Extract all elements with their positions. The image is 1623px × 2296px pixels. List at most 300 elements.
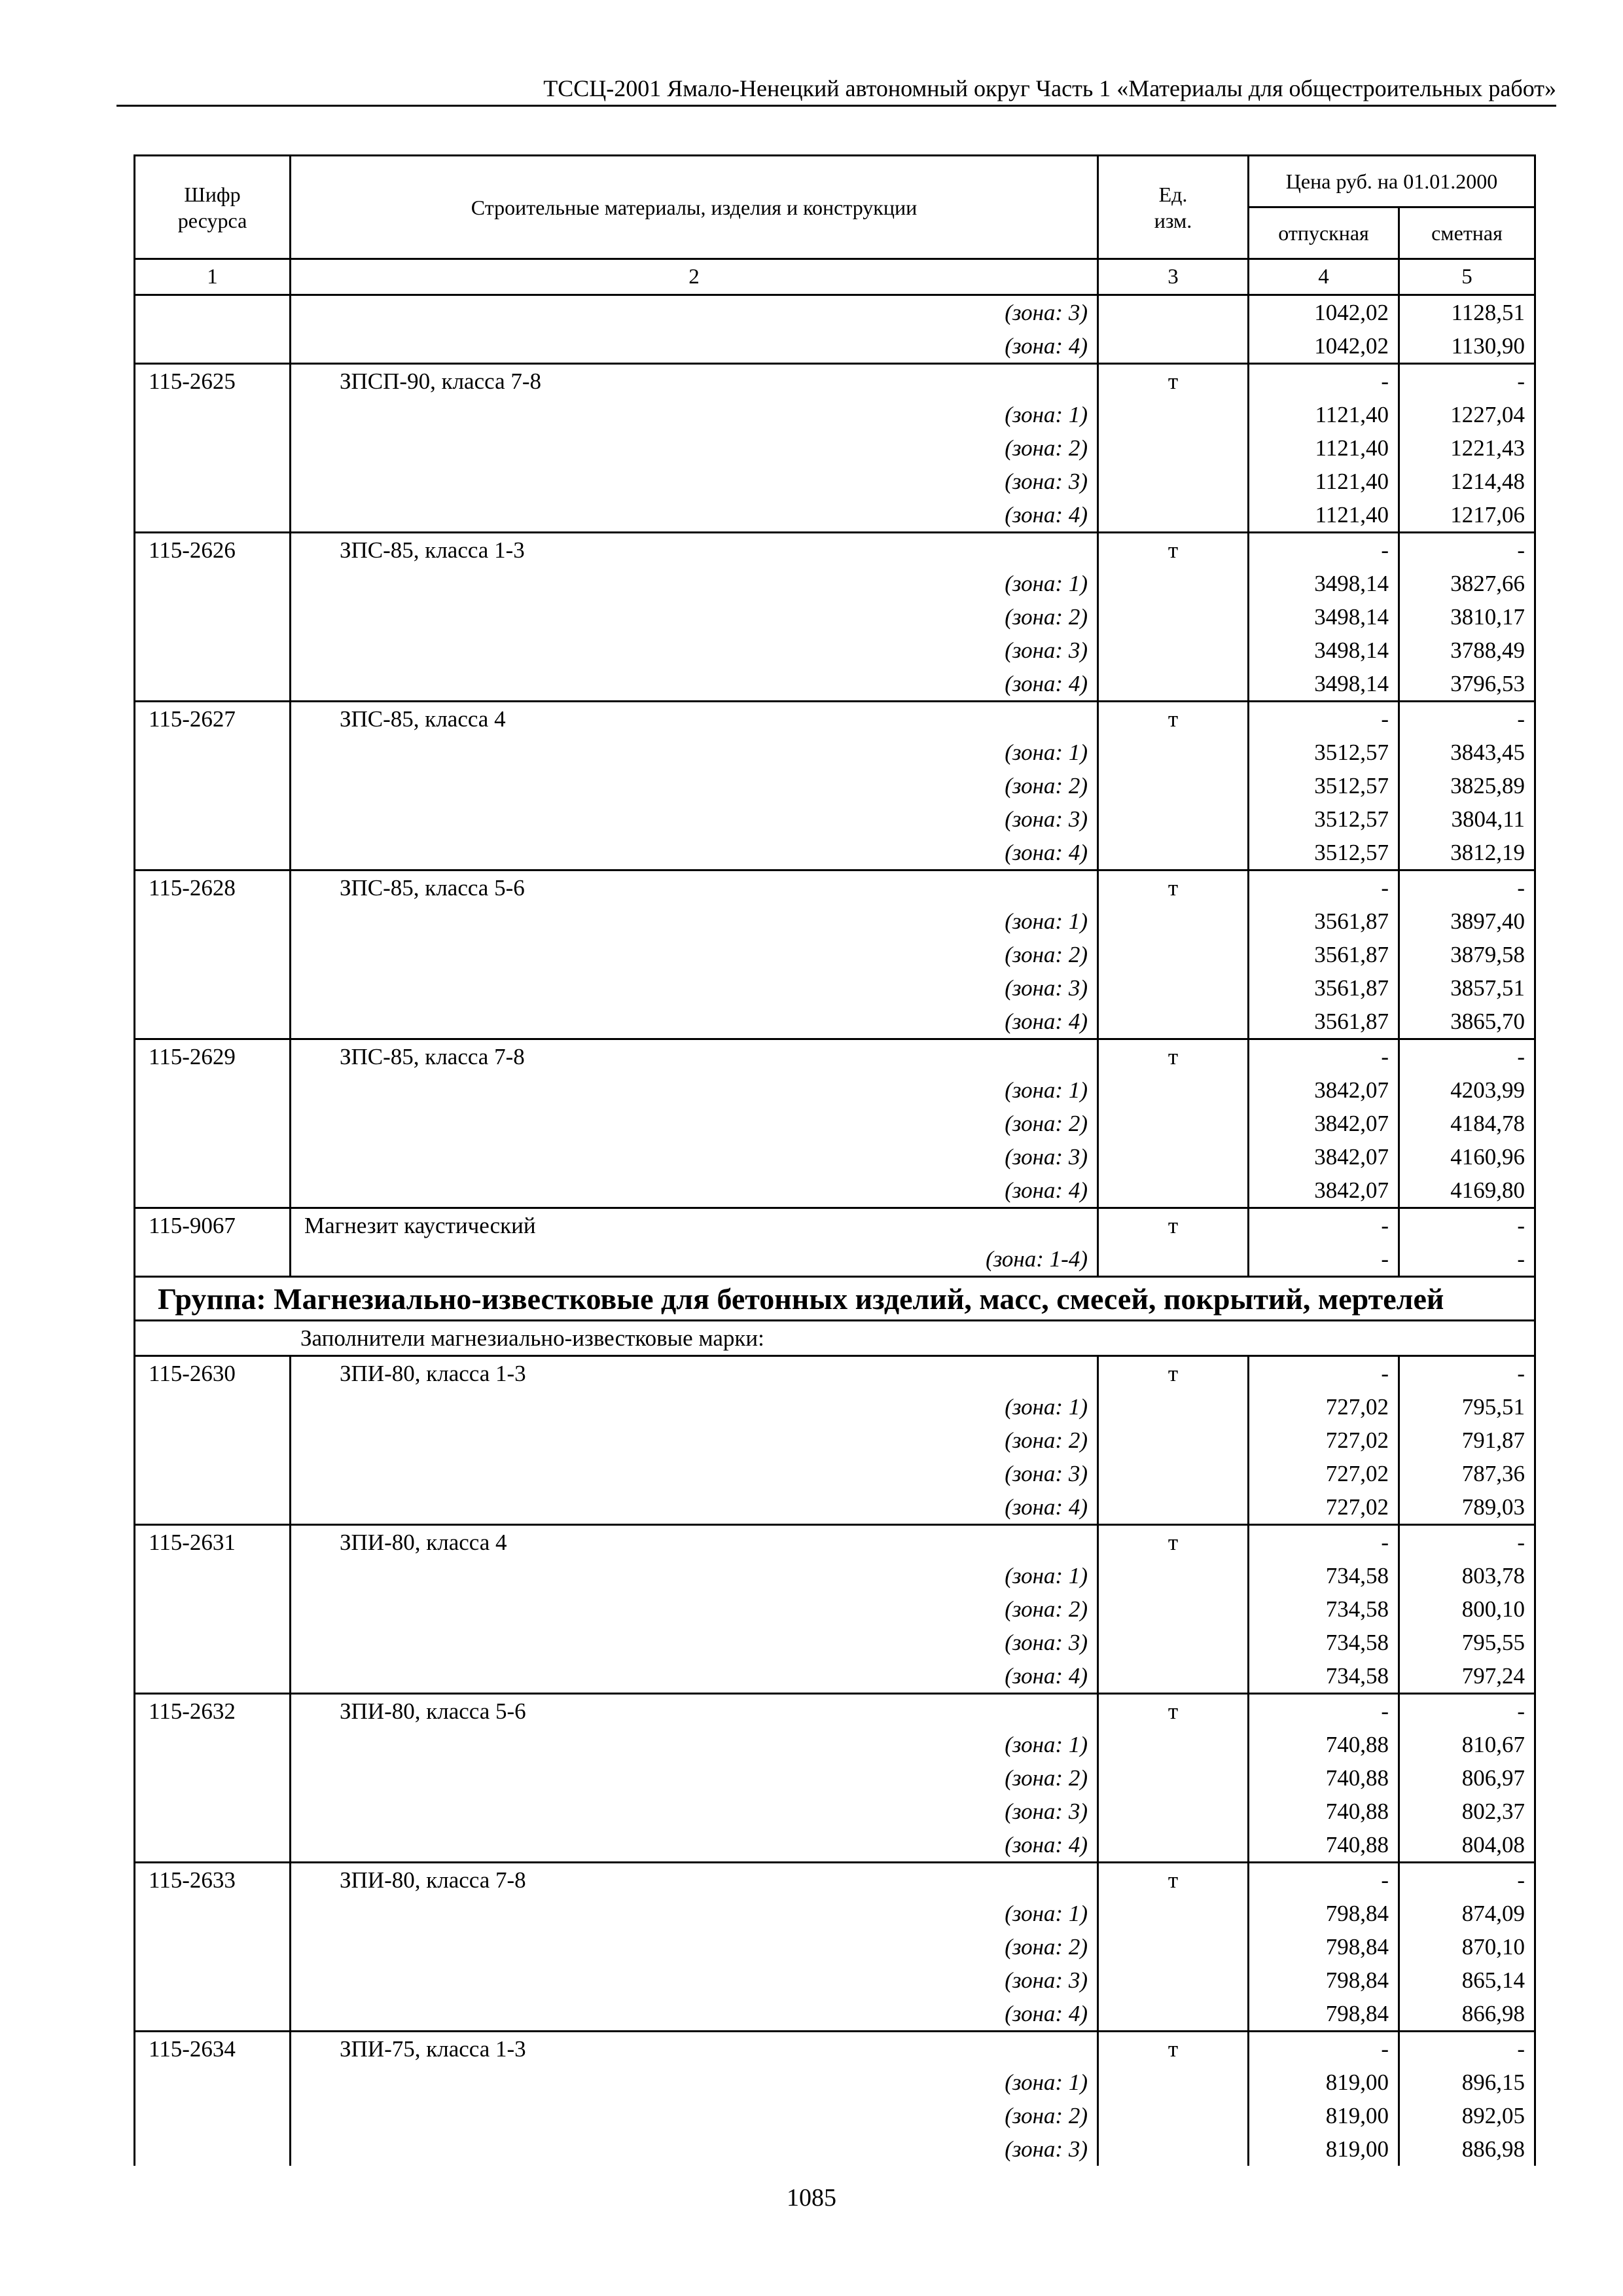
release-price: 3498,14 [1249,634,1399,667]
release-price: 3561,87 [1249,905,1399,938]
unit-empty [1098,2099,1249,2132]
resource-row [135,1863,1535,1897]
resource-name: ЗПС-85, класса 7-8 [291,1039,1098,1074]
estimate-price: 870,10 [1399,1930,1535,1964]
running-header: ТССЦ-2001 Ямало-Ненецкий автономный округ Часть 1 «Материалы для общестроительных работ» [543,75,1556,101]
unit-empty [1098,938,1249,971]
header-name: Строительные материалы, изделия и конструкции [291,156,1098,259]
release-price: 727,02 [1249,1490,1399,1525]
resource-code-empty [135,2099,291,2132]
resource-code-empty [135,1626,291,1659]
resource-name: ЗПСП-90, класса 7-8 [291,364,1098,399]
estimate-price: 3879,58 [1399,938,1535,971]
release-price: 3842,07 [1249,1073,1399,1107]
resource-name: ЗПС-85, класса 4 [291,702,1098,736]
header-unit [1098,156,1249,259]
unit-empty [1098,1559,1249,1592]
estimate-price: 795,51 [1399,1390,1535,1424]
zone-label: (зона: 2) [291,938,1098,971]
resource-code-empty [135,1457,291,1490]
unit-empty [1098,971,1249,1005]
release-price: - [1249,2032,1399,2066]
unit-of-measure: т [1098,1694,1249,1729]
release-price: 3842,07 [1249,1107,1399,1140]
resource-code-empty [135,1997,291,2032]
estimate-price: 886,98 [1399,2132,1535,2166]
zone-row [135,498,1535,533]
release-price: 727,02 [1249,1424,1399,1457]
zone-label: (зона: 1) [291,1897,1098,1930]
unit-of-measure: т [1098,533,1249,567]
resource-name: ЗПИ-80, класса 5-6 [291,1694,1098,1729]
release-price: 740,88 [1249,1828,1399,1863]
estimate-price: 3812,19 [1399,836,1535,870]
release-price: 798,84 [1249,1930,1399,1964]
zone-label: (зона: 1) [291,1559,1098,1592]
resource-name: ЗПИ-80, класса 1-3 [291,1356,1098,1391]
zone-row [135,736,1535,769]
estimate-price: 791,87 [1399,1424,1535,1457]
zone-label: (зона: 3) [291,1140,1098,1174]
zone-label: (зона: 4) [291,1997,1098,2032]
zone-label: (зона: 4) [291,498,1098,533]
estimate-price: 1214,48 [1399,465,1535,498]
column-number: 5 [1399,259,1535,295]
zone-row [135,1457,1535,1490]
zone-label: (зона: 1-4) [291,1242,1098,1277]
zone-label: (зона: 4) [291,1490,1098,1525]
zone-label: (зона: 1) [291,736,1098,769]
estimate-price: 3796,53 [1399,667,1535,702]
estimate-price: 1130,90 [1399,329,1535,364]
release-price: 798,84 [1249,1997,1399,2032]
estimate-price: 4184,78 [1399,1107,1535,1140]
release-price: 819,00 [1249,2132,1399,2166]
resource-code-empty [135,1592,291,1626]
zone-label: (зона: 4) [291,1828,1098,1863]
estimate-price: 3897,40 [1399,905,1535,938]
estimate-price: 3865,70 [1399,1005,1535,1039]
unit-of-measure: т [1098,364,1249,399]
zone-label: (зона: 3) [291,2132,1098,2166]
estimate-price: 802,37 [1399,1795,1535,1828]
unit-empty [1098,1242,1249,1277]
resource-code-empty [135,1242,291,1277]
zone-label: (зона: 2) [291,1761,1098,1795]
estimate-price: - [1399,870,1535,905]
zone-label: (зона: 1) [291,2066,1098,2099]
estimate-price: 3843,45 [1399,736,1535,769]
resource-code: 115-2627 [135,702,291,736]
resource-code-empty [135,1930,291,1964]
zone-row [135,1728,1535,1761]
estimate-price: 3810,17 [1399,600,1535,634]
unit-empty [1098,1897,1249,1930]
zone-row [135,905,1535,938]
release-price: - [1249,702,1399,736]
estimate-price: 804,08 [1399,1828,1535,1863]
zone-row [135,667,1535,702]
zone-label: (зона: 2) [291,2099,1098,2132]
zone-label: (зона: 4) [291,836,1098,870]
zone-row [135,1659,1535,1694]
release-price: 734,58 [1249,1559,1399,1592]
estimate-price: 874,09 [1399,1897,1535,1930]
estimate-price: 3827,66 [1399,567,1535,600]
resource-code: 115-2632 [135,1694,291,1729]
zone-row [135,1626,1535,1659]
zone-label: (зона: 2) [291,1107,1098,1140]
zone-row [135,295,1535,330]
resource-code-empty [135,634,291,667]
unit-empty [1098,1424,1249,1457]
zone-row [135,398,1535,431]
zone-label: (зона: 3) [291,295,1098,330]
zone-label: (зона: 3) [291,1626,1098,1659]
unit-empty [1098,1592,1249,1626]
zone-label: (зона: 1) [291,905,1098,938]
estimate-price: 896,15 [1399,2066,1535,2099]
resource-row [135,1525,1535,1560]
release-price: - [1249,1863,1399,1897]
estimate-price: 865,14 [1399,1964,1535,1997]
unit-empty [1098,295,1249,330]
zone-row [135,1559,1535,1592]
release-price: 798,84 [1249,1897,1399,1930]
zone-label: (зона: 3) [291,1795,1098,1828]
zone-label: (зона: 4) [291,1174,1098,1208]
header-code-line2: ресурса [177,208,247,232]
estimate-price: - [1399,1242,1535,1277]
header-price-group: Цена руб. на 01.01.2000 [1249,156,1535,207]
unit-empty [1098,1930,1249,1964]
release-price: 740,88 [1249,1761,1399,1795]
resource-row [135,1694,1535,1729]
unit-of-measure: т [1098,1525,1249,1560]
estimate-price: 3857,51 [1399,971,1535,1005]
zone-row [135,1828,1535,1863]
page-number: 1085 [787,2184,836,2212]
unit-empty [1098,2132,1249,2166]
estimate-price: 795,55 [1399,1626,1535,1659]
header-code-line1: Шифр [184,182,241,206]
release-price: 3512,57 [1249,802,1399,836]
estimate-price: 3804,11 [1399,802,1535,836]
resource-code-empty [135,498,291,533]
estimate-price: 892,05 [1399,2099,1535,2132]
estimate-price: - [1399,1525,1535,1560]
header-release-price: отпускная [1249,207,1399,259]
unit-of-measure: т [1098,1208,1249,1243]
zone-row [135,938,1535,971]
zone-label: (зона: 3) [291,802,1098,836]
zone-label: (зона: 3) [291,1964,1098,1997]
release-price: - [1249,1039,1399,1074]
zone-label: (зона: 4) [291,1659,1098,1694]
estimate-price: 4160,96 [1399,1140,1535,1174]
unit-empty [1098,398,1249,431]
unit-empty [1098,769,1249,802]
resource-code-empty [135,1659,291,1694]
unit-empty [1098,567,1249,600]
release-price: 3842,07 [1249,1174,1399,1208]
zone-row [135,600,1535,634]
zone-row [135,802,1535,836]
resource-code-empty [135,905,291,938]
resource-name: ЗПИ-80, класса 4 [291,1525,1098,1560]
estimate-price: 803,78 [1399,1559,1535,1592]
estimate-price: 789,03 [1399,1490,1535,1525]
resource-name: ЗПИ-80, класса 7-8 [291,1863,1098,1897]
release-price: 819,00 [1249,2066,1399,2099]
unit-empty [1098,634,1249,667]
zone-row [135,1424,1535,1457]
estimate-price: 1128,51 [1399,295,1535,330]
zone-label: (зона: 1) [291,1390,1098,1424]
unit-of-measure: т [1098,870,1249,905]
estimate-price: 806,97 [1399,1761,1535,1795]
resource-code-empty [135,567,291,600]
zone-label: (зона: 2) [291,1592,1098,1626]
release-price: 3561,87 [1249,1005,1399,1039]
zone-label: (зона: 4) [291,1005,1098,1039]
unit-empty [1098,1140,1249,1174]
zone-label: (зона: 4) [291,667,1098,702]
subgroup-heading-row [135,1321,1535,1356]
unit-empty [1098,1795,1249,1828]
zone-row [135,1930,1535,1964]
header-rule [116,105,1556,107]
resource-code-empty [135,1490,291,1525]
resource-code-empty [135,1728,291,1761]
estimate-price: - [1399,1694,1535,1729]
release-price: - [1249,364,1399,399]
estimate-price: 3825,89 [1399,769,1535,802]
resource-row [135,870,1535,905]
estimate-price: 3788,49 [1399,634,1535,667]
unit-empty [1098,1005,1249,1039]
resource-code-empty [135,398,291,431]
unit-empty [1098,1490,1249,1525]
release-price: 1121,40 [1249,431,1399,465]
resource-row [135,702,1535,736]
estimate-price: 4169,80 [1399,1174,1535,1208]
release-price: 727,02 [1249,1457,1399,1490]
resource-code: 115-2631 [135,1525,291,1560]
zone-label: (зона: 2) [291,1930,1098,1964]
unit-empty [1098,2066,1249,2099]
unit-empty [1098,1659,1249,1694]
release-price: 734,58 [1249,1659,1399,1694]
zone-label: (зона: 2) [291,769,1098,802]
unit-empty [1098,1761,1249,1795]
resource-name: ЗПС-85, класса 1-3 [291,533,1098,567]
estimate-price: - [1399,533,1535,567]
resource-code-empty [135,1140,291,1174]
zone-row [135,2099,1535,2132]
zone-row [135,1997,1535,2032]
group-heading-row [135,1277,1535,1321]
resource-row [135,2032,1535,2066]
zone-row [135,1897,1535,1930]
unit-empty [1098,600,1249,634]
resource-code-empty [135,802,291,836]
estimate-price: - [1399,364,1535,399]
resource-row [135,533,1535,567]
unit-empty [1098,1997,1249,2032]
estimate-price: 4203,99 [1399,1073,1535,1107]
resource-row [135,364,1535,399]
resource-code: 115-2634 [135,2032,291,2066]
unit-empty [1098,1964,1249,1997]
resource-code-empty [135,769,291,802]
zone-label: (зона: 3) [291,1457,1098,1490]
price-table [134,154,1536,2166]
resource-code-empty [135,1005,291,1039]
estimate-price: 1227,04 [1399,398,1535,431]
release-price: 3842,07 [1249,1140,1399,1174]
zone-row [135,1242,1535,1277]
unit-empty [1098,431,1249,465]
unit-empty [1098,498,1249,533]
unit-empty [1098,667,1249,702]
zone-row [135,1490,1535,1525]
resource-code-empty [135,1828,291,1863]
unit-empty [1098,1073,1249,1107]
resource-code-empty [135,1795,291,1828]
unit-empty [1098,736,1249,769]
resource-code: 115-2633 [135,1863,291,1897]
resource-row [135,1039,1535,1074]
resource-code-empty [135,971,291,1005]
resource-code: 115-9067 [135,1208,291,1243]
release-price: 819,00 [1249,2099,1399,2132]
release-price: - [1249,1694,1399,1729]
release-price: 3498,14 [1249,600,1399,634]
zone-label: (зона: 1) [291,1728,1098,1761]
zone-row [135,2132,1535,2166]
release-price: 3498,14 [1249,567,1399,600]
zone-row [135,769,1535,802]
unit-empty [1098,836,1249,870]
column-number: 4 [1249,259,1399,295]
zone-row [135,1107,1535,1140]
resource-name: ЗПИ-75, класса 1-3 [291,2032,1098,2066]
unit-of-measure: т [1098,1356,1249,1391]
resource-name: ЗПС-85, класса 5-6 [291,870,1098,905]
resource-code-empty [135,600,291,634]
release-price: 3561,87 [1249,938,1399,971]
release-price: 3512,57 [1249,769,1399,802]
release-price: 1042,02 [1249,329,1399,364]
resource-code: 115-2626 [135,533,291,567]
unit-empty [1098,905,1249,938]
resource-code-empty [135,1424,291,1457]
estimate-price: 1217,06 [1399,498,1535,533]
estimate-price: - [1399,1039,1535,1074]
resource-code-empty [135,667,291,702]
resource-code-empty [135,431,291,465]
release-price: 3561,87 [1249,971,1399,1005]
resource-code: 115-2630 [135,1356,291,1391]
resource-code-empty [135,1964,291,1997]
zone-row [135,1761,1535,1795]
zone-row [135,1073,1535,1107]
column-number: 2 [291,259,1098,295]
unit-empty [1098,802,1249,836]
unit-empty [1098,1728,1249,1761]
header-unit-line1: Ед. [1158,182,1188,206]
zone-row [135,1140,1535,1174]
zone-row [135,836,1535,870]
release-price: 740,88 [1249,1728,1399,1761]
unit-empty [1098,1457,1249,1490]
resource-code: 115-2628 [135,870,291,905]
zone-label: (зона: 3) [291,465,1098,498]
zone-row [135,971,1535,1005]
release-price: 3498,14 [1249,667,1399,702]
zone-label: (зона: 3) [291,634,1098,667]
unit-empty [1098,329,1249,364]
resource-code-empty [135,1761,291,1795]
estimate-price: 866,98 [1399,1997,1535,2032]
subgroup-heading: Заполнители магнезиально-известковые марки: [135,1321,1535,1356]
release-price: 727,02 [1249,1390,1399,1424]
resource-code-empty [135,938,291,971]
release-price: 3512,57 [1249,736,1399,769]
estimate-price: 810,67 [1399,1728,1535,1761]
estimate-price: - [1399,2032,1535,2066]
header-unit-line2: изм. [1154,208,1192,232]
resource-code-empty [135,1897,291,1930]
resource-code-empty [135,1073,291,1107]
release-price: 734,58 [1249,1626,1399,1659]
release-price: - [1249,533,1399,567]
unit-of-measure: т [1098,1039,1249,1074]
zone-row [135,1795,1535,1828]
zone-label: (зона: 1) [291,1073,1098,1107]
zone-row [135,634,1535,667]
table-body [135,295,1535,2166]
zone-row [135,1592,1535,1626]
header-estimate-price: сметная [1399,207,1535,259]
release-price: 1042,02 [1249,295,1399,330]
column-number: 3 [1098,259,1249,295]
release-price: 1121,40 [1249,398,1399,431]
resource-code-empty [135,329,291,364]
release-price: - [1249,1356,1399,1391]
resource-row [135,1208,1535,1243]
zone-row [135,329,1535,364]
zone-label: (зона: 1) [291,567,1098,600]
header-code [135,156,291,259]
resource-name: Магнезит каустический [291,1208,1098,1243]
unit-of-measure: т [1098,2032,1249,2066]
zone-label: (зона: 2) [291,431,1098,465]
release-price: 740,88 [1249,1795,1399,1828]
release-price: 1121,40 [1249,465,1399,498]
zone-label: (зона: 4) [291,329,1098,364]
resource-code-empty [135,295,291,330]
unit-empty [1098,1390,1249,1424]
estimate-price: 787,36 [1399,1457,1535,1490]
resource-code-empty [135,1559,291,1592]
unit-empty [1098,1107,1249,1140]
resource-code: 115-2629 [135,1039,291,1074]
estimate-price: 797,24 [1399,1659,1535,1694]
resource-code: 115-2625 [135,364,291,399]
zone-row [135,2066,1535,2099]
